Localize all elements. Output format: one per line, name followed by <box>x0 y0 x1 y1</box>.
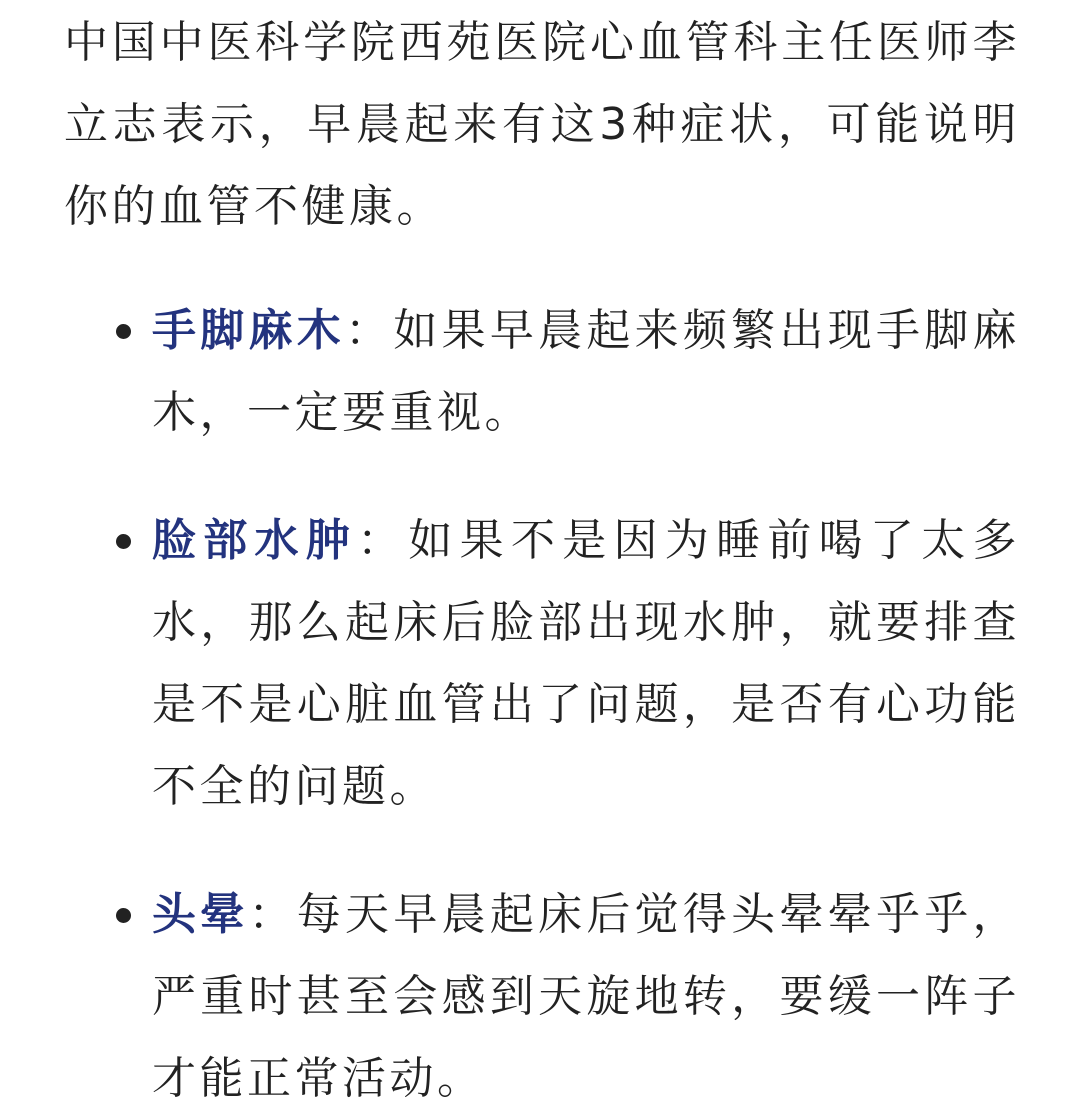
bullet-dot-icon <box>116 534 131 549</box>
symptom-list <box>152 290 1020 1120</box>
bullet-dot-icon <box>116 908 131 923</box>
symptom-term: 头晕 <box>152 889 249 940</box>
symptom-description: 如果不是因为睡前喝了太多水，那么起床后脸部出现水肿，就要排查是不是心脏血管出了问题，是否有心功能不全的问题。 <box>152 515 1020 812</box>
symptom-term: 手脚麻木 <box>152 305 346 356</box>
symptom-colon: ： <box>357 515 409 566</box>
symptom-description: 如果早晨起来频繁出现手脚麻木，一定要重视。 <box>152 305 1021 438</box>
symptom-description: 每天早晨起床后觉得头晕晕乎乎，严重时甚至会感到天旋地转，要缓一阵子才能正常活动。 <box>152 889 1021 1104</box>
symptom-term: 脸部水肿 <box>152 515 358 566</box>
bullet-dot-icon <box>116 324 131 339</box>
symptom-item-dizziness <box>152 874 1020 1120</box>
intro-paragraph: 中国中医科学院西苑医院心血管科主任医师李立志表示，早晨起来有这3种症状，可能说明你的血管不健康。 <box>64 17 1020 232</box>
symptom-item-numbness <box>152 290 1020 454</box>
article-body <box>64 0 1021 1104</box>
symptom-colon: ： <box>345 305 394 356</box>
symptom-colon: ： <box>248 889 297 940</box>
symptom-item-facial-swelling <box>152 500 1020 828</box>
